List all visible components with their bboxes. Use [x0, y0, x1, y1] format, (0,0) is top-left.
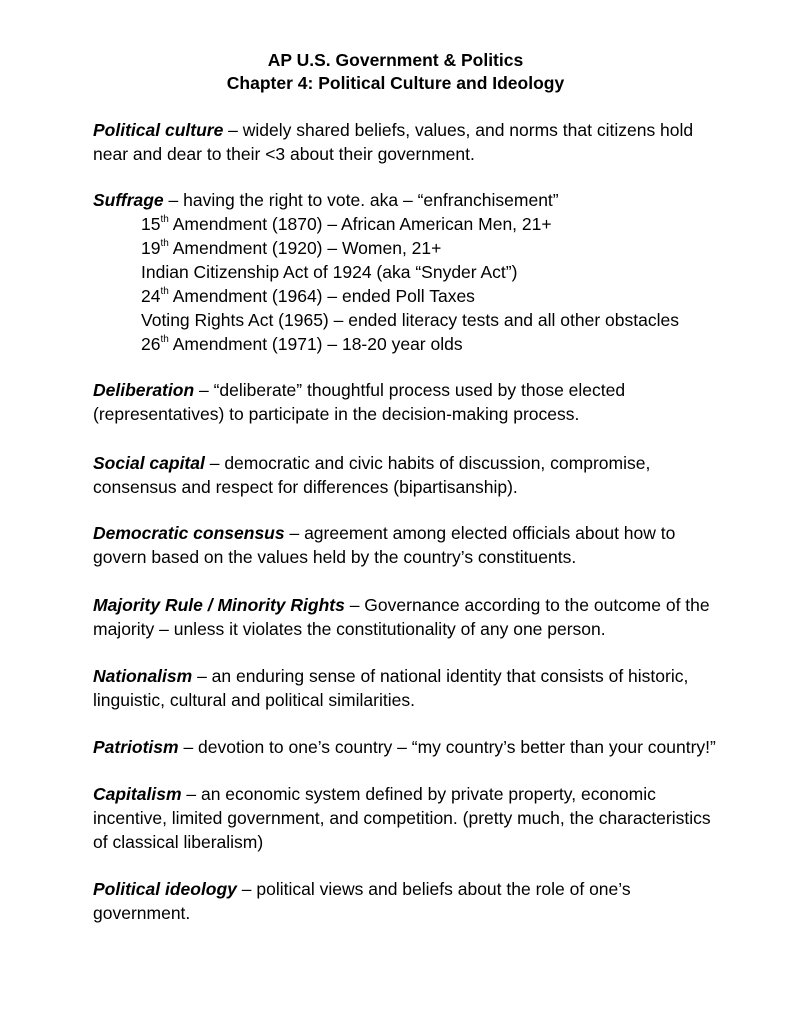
- term: Political culture: [93, 120, 224, 140]
- entry-patriotism: [93, 735, 733, 759]
- sub-item: 24th Amendment (1964) – ended Poll Taxes: [141, 286, 475, 306]
- entry-political-ideology: [93, 877, 713, 925]
- definition: – “deliberate” thoughtful process used by those elected (representatives) to participate in the decision-making process.: [93, 380, 626, 424]
- entry-nationalism: [93, 664, 713, 712]
- definition: – devotion to one’s country – “my country’s better than your country!”: [178, 737, 716, 757]
- term: Political ideology: [93, 879, 237, 899]
- term: Democratic consensus: [93, 523, 285, 543]
- definition: – widely shared beliefs, values, and norms that citizens hold near and dear to their <3 about their government.: [93, 120, 694, 164]
- definition: – agreement among elected officials about how to govern based on the values held by the country’s constituents.: [93, 523, 676, 567]
- term: Nationalism: [93, 666, 193, 686]
- term: Capitalism: [93, 784, 182, 804]
- entry-suffrage: [93, 188, 713, 356]
- sub-item: 19th Amendment (1920) – Women, 21+: [141, 238, 442, 258]
- definition: – political views and beliefs about the role of one’s government.: [93, 879, 631, 923]
- entry-social-capital: [93, 451, 713, 499]
- sub-item: 15th Amendment (1870) – African American Men, 21+: [141, 214, 552, 234]
- entry-democratic-consensus: [93, 521, 713, 569]
- document-header: [0, 49, 791, 95]
- term: Deliberation: [93, 380, 195, 400]
- definition: – an economic system defined by private property, economic incentive, limited government, and competition. (pretty much, the characteristics of classical liberalism): [93, 784, 711, 852]
- entry-political-culture: [93, 118, 713, 166]
- entry-capitalism: [93, 782, 713, 854]
- term: Majority Rule / Minority Rights: [93, 595, 345, 615]
- definition: – an enduring sense of national identity that consists of historic, linguistic, cultural and political similarities.: [93, 666, 689, 710]
- sub-item: Indian Citizenship Act of 1924 (aka “Snyder Act”): [141, 262, 518, 282]
- sub-item: Voting Rights Act (1965) – ended literacy tests and all other obstacles: [141, 310, 679, 330]
- course-title: AP U.S. Government & Politics: [267, 50, 524, 70]
- entry-majority-rule: [93, 593, 713, 641]
- definition: – having the right to vote. aka – “enfranchisement”: [163, 190, 559, 210]
- term: Patriotism: [93, 737, 179, 757]
- chapter-title: Chapter 4: Political Culture and Ideology: [226, 73, 565, 93]
- term: Suffrage: [93, 190, 164, 210]
- definition: – Governance according to the outcome of the majority – unless it violates the constitutionality of any one person.: [93, 595, 710, 639]
- definition: – democratic and civic habits of discussion, compromise, consensus and respect for differences (bipartisanship).: [93, 453, 651, 497]
- sub-item: 26th Amendment (1971) – 18-20 year olds: [141, 334, 463, 354]
- term: Social capital: [93, 453, 205, 473]
- entry-deliberation: [93, 378, 713, 426]
